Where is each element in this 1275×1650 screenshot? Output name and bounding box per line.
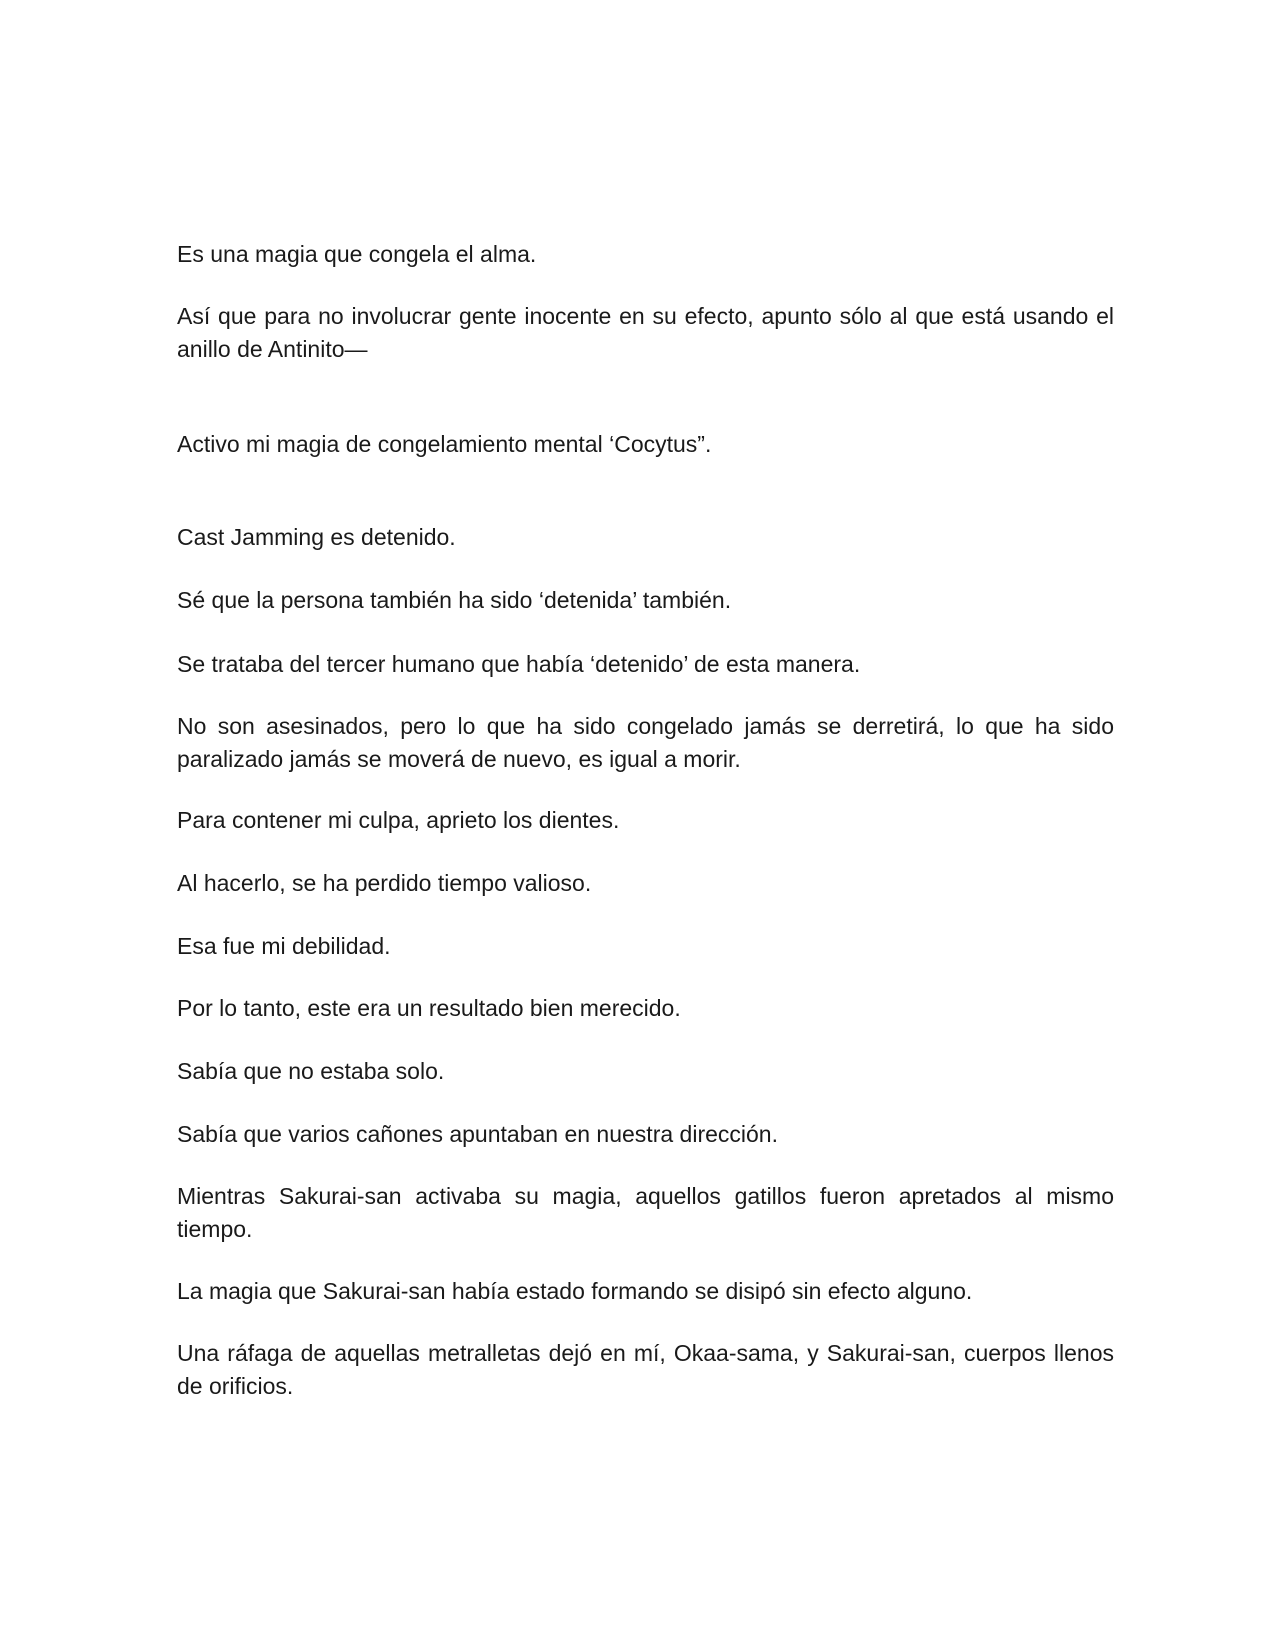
paragraph-12: Sabía que no estaba solo. bbox=[177, 1058, 445, 1084]
paragraph-13: Sabía que varios cañones apuntaban en nuestra dirección. bbox=[177, 1121, 778, 1147]
paragraph-4: Cast Jamming es detenido. bbox=[177, 524, 456, 550]
paragraph-9: Al hacerlo, se ha perdido tiempo valioso. bbox=[177, 870, 592, 896]
paragraph-7: No son asesinados, pero lo que ha sido congelado jamás se derretirá, lo que ha sido paralizado jamás se moverá de nuevo, es igual a morir. bbox=[177, 713, 1114, 772]
paragraph-11: Por lo tanto, este era un resultado bien merecido. bbox=[177, 995, 681, 1021]
paragraph-10: Esa fue mi debilidad. bbox=[177, 933, 391, 959]
paragraph-3: Activo mi magia de congelamiento mental ‘Cocytus”. bbox=[177, 431, 712, 457]
paragraph-15: La magia que Sakurai-san había estado formando se disipó sin efecto alguno. bbox=[177, 1278, 973, 1304]
paragraph-8: Para contener mi culpa, aprieto los dientes. bbox=[177, 807, 620, 833]
paragraph-1: Es una magia que congela el alma. bbox=[177, 241, 537, 267]
paragraph-5: Sé que la persona también ha sido ‘detenida’ también. bbox=[177, 587, 732, 613]
paragraph-14: Mientras Sakurai-san activaba su magia, aquellos gatillos fueron apretados al mismo tiempo. bbox=[177, 1183, 1114, 1242]
paragraph-6: Se trataba del tercer humano que había ‘detenido’ de esta manera. bbox=[177, 651, 861, 677]
paragraph-16: Una ráfaga de aquellas metralletas dejó en mí, Okaa-sama, y Sakurai-san, cuerpos llenos de orificios. bbox=[177, 1340, 1114, 1399]
paragraph-2: Así que para no involucrar gente inocente en su efecto, apunto sólo al que está usando el anillo de Antinito— bbox=[177, 303, 1114, 362]
